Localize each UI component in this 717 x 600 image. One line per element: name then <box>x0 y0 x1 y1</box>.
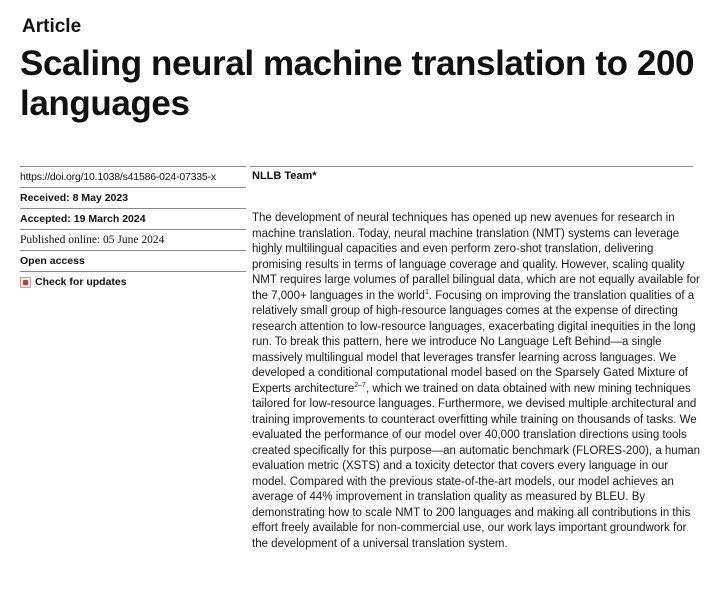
abstract-part-2: . Focusing on improving the translation qualities of a relatively small group of high-resource languages comes at the expense of directing research attention to low-resource languages, exacerbating digital inequities in the long run. To break this pattern, here we introduce No Language Left Behind—a single massively multilingual model that leverages transfer learning across languages. We developed a conditional computational model based on the Sparsely Gated Mixture of Experts architecture <box>252 289 696 395</box>
article-title: Scaling neural machine translation to 200 languages <box>20 44 695 123</box>
accepted-date <box>20 208 246 229</box>
author-list[interactable]: NLLB Team* <box>252 170 317 182</box>
article-metadata <box>20 166 246 292</box>
reference-1[interactable]: 1 <box>424 288 429 296</box>
received-label: Received: <box>20 192 70 204</box>
article-type-label: Article <box>22 16 82 37</box>
check-updates-icon <box>20 277 31 288</box>
check-updates-text: Check for updates <box>35 276 127 288</box>
accepted-label: Accepted: <box>20 213 71 225</box>
received-value: 8 May 2023 <box>72 192 129 204</box>
abstract <box>252 211 704 552</box>
abstract-part-1: The development of neural techniques has opened up new avenues for research in machine translation. Today, neural machine translation (NMT) systems can leverage highly multilingual capacities and even perform zero-shot translation, delivering promising results in terms of language coverage and quality. However, scaling quality NMT requires large volumes of parallel bilingual data, which are not equally available for the 7,000+ languages in the world <box>252 212 700 302</box>
author-divider <box>250 166 693 167</box>
received-date <box>20 187 246 208</box>
reference-2-7[interactable]: 2–7 <box>354 381 366 389</box>
open-access-label: Open access <box>20 250 246 271</box>
accepted-value: 19 March 2024 <box>73 213 146 225</box>
abstract-part-3: , which we trained on data obtained with new mining techniques tailored for low-resource languages. Furthermore, we devised multiple architectural and training improvements to counteract overfitting while training on thousands of tasks. We evaluated the performance of our model over 40,000 translation directions using tools created specifically for this purpose—an automatic benchmark (FLORES-200), a human evaluation metric (XSTS) and a toxicity detector that covers every language in our model. Compared with the previous state-of-the-art models, our model achieves an average of 44% improvement in translation quality as measured by BLEU. By demonstrating how to scale NMT to 200 languages and making all contributions in this effort freely available for non-commercial use, our work lays important groundwork for the development of a universal translation system. <box>252 382 701 550</box>
doi-link[interactable]: https://doi.org/10.1038/s41586-024-07335-x <box>20 166 246 187</box>
check-for-updates-link[interactable] <box>20 271 246 292</box>
published-date: Published online: 05 June 2024 <box>20 229 246 250</box>
